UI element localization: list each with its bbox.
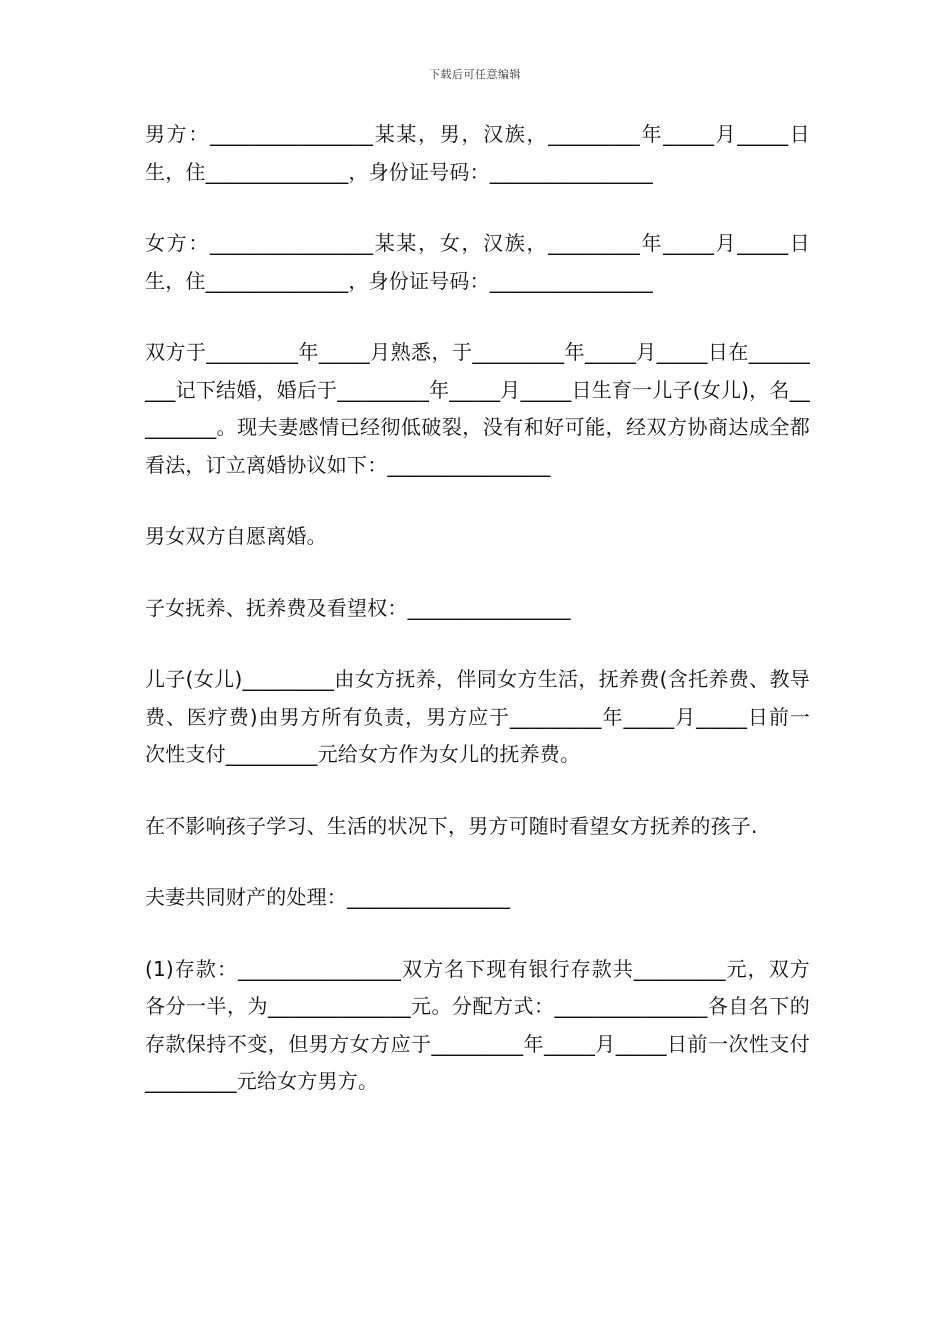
paragraph-deposits: (1)存款：________________双方名下现有银行存款共_________元，双方各分一半，为______________元。分配方式：_______________各自名下的存款保持不变，但男方女方应于_________年_____月_____日前一次性支付_________元给女方男方。 (145, 956, 810, 1093)
page-header: 下载后可任意编辑 (429, 68, 521, 81)
paragraph-property-heading: 夫妻共同财产的处理：________________ (145, 885, 511, 909)
paragraph-child-custody-terms: 儿子(女儿)_________由女方抚养，伴同女方生活，抚养费(含托养费、教导费、医疗费)由男方所有负责，男方应于_________年_____月_____日前一次性支付_________元给女方作为女儿的抚养费。 (145, 667, 810, 766)
paragraph-voluntary-divorce: 男女双方自愿离婚。 (145, 524, 327, 548)
paragraph-child-custody-heading: 子女抚养、抚养费及看望权：________________ (145, 595, 571, 620)
paragraph-husband-info: 男方：________________某某，男，汉族，_________年_____月_____日生，住______________，身份证号码：________________ (145, 122, 810, 184)
paragraph-wife-info: 女方：________________某某，女，汉族，_________年_____月_____日生，住______________，身份证号码：________________ (145, 231, 810, 293)
paragraph-marriage-background: 双方于_________年_____月熟悉，于_________年_____月_____日在_________记下结婚，婚后于_________年_____月_____日生育一儿子(女儿)，名_________。现夫妻感情已经彻低破裂，没有和好可能，经双方协商达成全都看法，订立离婚协议如下：________________ (145, 340, 810, 477)
document-body (145, 116, 810, 1101)
paragraph-visitation-rights: 在不影响孩子学习、生活的状况下，男方可随时看望女方抚养的孩子. (145, 813, 758, 838)
